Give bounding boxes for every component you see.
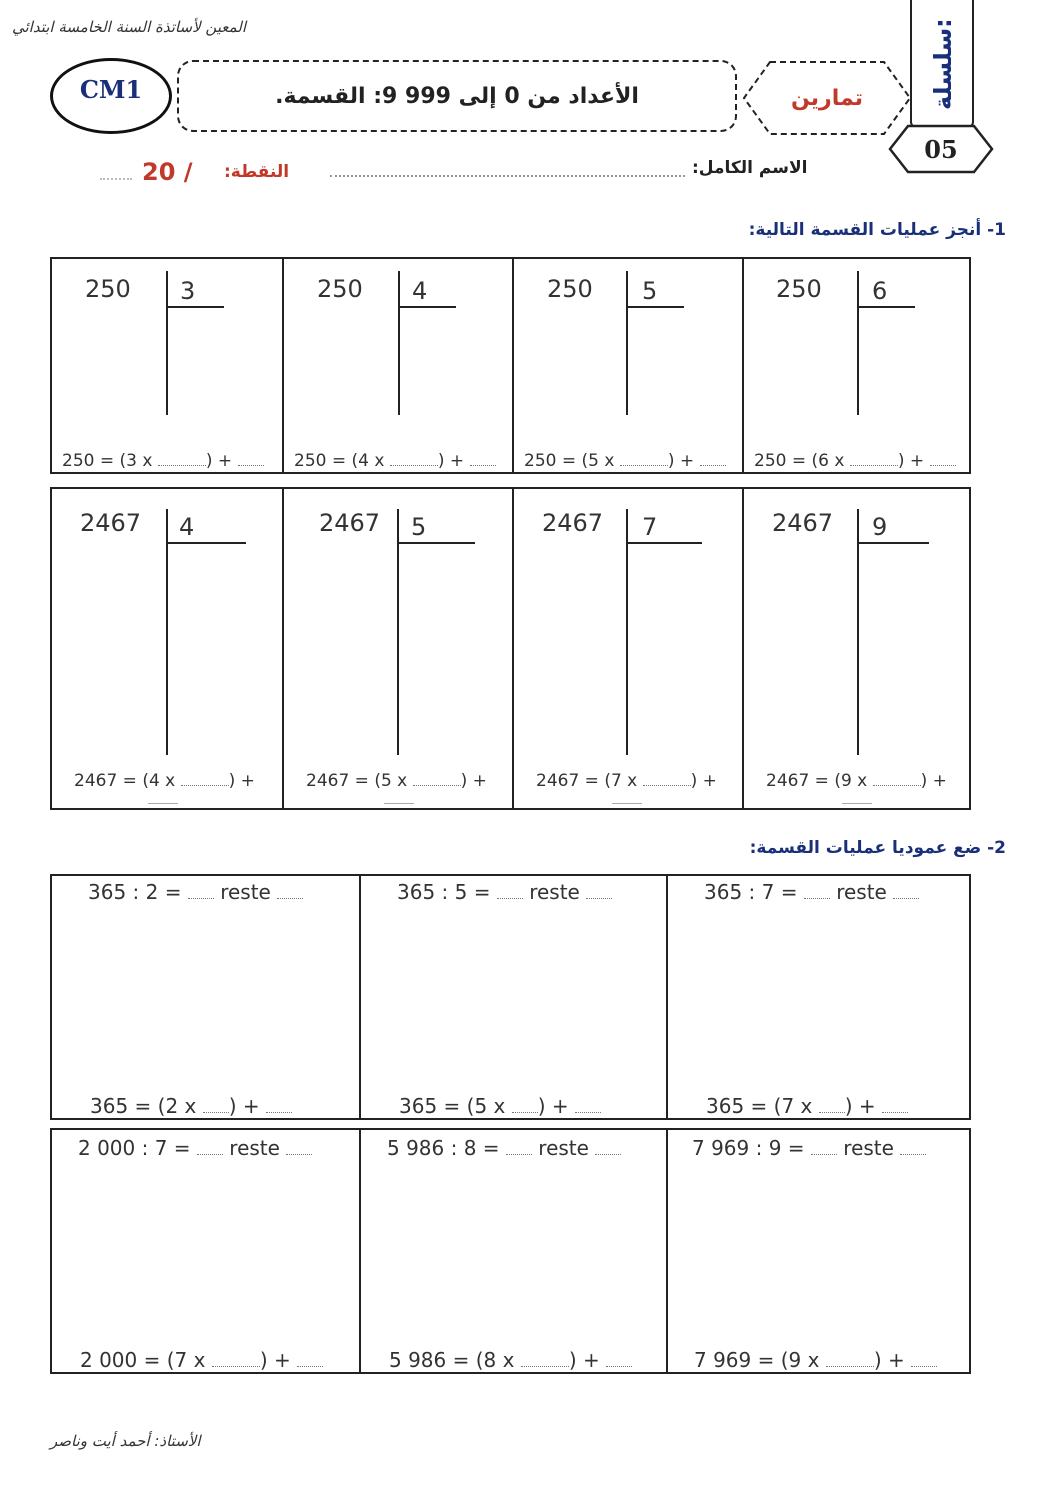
check-equation: 250 = (3 x ) + — [62, 451, 264, 471]
exercise1-title: 1- أنجز عمليات القسمة التالية: — [748, 220, 1006, 240]
division-vertical-line — [857, 271, 859, 415]
remainder-line — [148, 803, 178, 804]
remainder-line — [842, 803, 872, 804]
division-horizontal-line — [398, 306, 456, 308]
check-equation: 365 = (2 x ) + — [90, 1094, 292, 1118]
exercise2-title: 2- ضع عموديا عمليات القسمة: — [749, 838, 1006, 858]
exercises-tag — [742, 60, 912, 136]
division-horizontal-line — [166, 542, 246, 544]
division-vertical-line — [626, 509, 628, 755]
division-prompt: 5 986 : 8 = reste — [387, 1136, 621, 1160]
division-vertical-line — [166, 271, 168, 415]
divisor: 4 — [179, 513, 195, 541]
division-cell — [666, 876, 969, 1118]
check-equation: 2467 = (7 x ) + — [536, 771, 717, 791]
division-horizontal-line — [626, 542, 702, 544]
divisor: 5 — [642, 277, 658, 305]
division-prompt: 365 : 7 = reste — [704, 880, 919, 904]
division-cell — [359, 1130, 666, 1372]
level-label: CM1 — [79, 74, 143, 104]
divisor: 7 — [642, 513, 658, 541]
division-cell — [742, 489, 969, 808]
division-horizontal-line — [166, 306, 224, 308]
grade-value: 20 / — [142, 158, 193, 186]
division-cell — [52, 1130, 359, 1372]
division-prompt: 2 000 : 7 = reste — [78, 1136, 312, 1160]
series-label: سلسلة: — [929, 18, 957, 110]
division-cell — [52, 489, 282, 808]
division-cell — [512, 259, 742, 472]
division-prompt: 365 : 5 = reste — [397, 880, 612, 904]
exercise1-row1 — [50, 257, 971, 474]
division-horizontal-line — [397, 542, 475, 544]
worksheet-title: الأعداد من 0 إلى 999 9: القسمة. — [177, 60, 737, 132]
divisor: 6 — [872, 277, 888, 305]
check-equation: 2467 = (5 x ) + — [306, 771, 487, 791]
exercises-label: تمارين — [791, 85, 863, 111]
series-number-tag — [888, 124, 994, 174]
top-note: المعين لأساتذة السنة الخامسة ابتدائي — [12, 18, 246, 36]
division-cell — [666, 1130, 969, 1372]
dividend: 250 — [85, 275, 131, 303]
division-cell — [512, 489, 742, 808]
dividend: 250 — [317, 275, 363, 303]
check-equation: 7 969 = (9 x ) + — [694, 1348, 937, 1372]
full-name-label: الاسم الكامل: — [692, 158, 808, 178]
divisor: 9 — [872, 513, 888, 541]
division-prompt: 7 969 : 9 = reste — [692, 1136, 926, 1160]
division-cell — [742, 259, 969, 472]
division-horizontal-line — [626, 306, 684, 308]
dividend: 250 — [776, 275, 822, 303]
division-vertical-line — [398, 271, 400, 415]
division-cell — [359, 876, 666, 1118]
dividend: 2467 — [772, 509, 834, 537]
exercise1-row2 — [50, 487, 971, 810]
dividend: 2467 — [319, 509, 381, 537]
remainder-line — [384, 803, 414, 804]
series-number: 05 — [924, 134, 958, 164]
check-equation: 250 = (6 x ) + — [754, 451, 956, 471]
teacher-signature: الأستاذ: أحمد أيت وناصر — [50, 1432, 201, 1450]
division-vertical-line — [397, 509, 399, 755]
division-vertical-line — [857, 509, 859, 755]
division-cell — [282, 259, 512, 472]
check-equation: 365 = (5 x ) + — [399, 1094, 601, 1118]
series-box — [910, 0, 974, 128]
division-vertical-line — [626, 271, 628, 415]
divisor: 3 — [180, 277, 196, 305]
check-equation: 2 000 = (7 x ) + — [80, 1348, 323, 1372]
division-cell — [52, 259, 282, 472]
level-badge — [50, 58, 172, 134]
grade-field[interactable] — [100, 174, 132, 180]
remainder-line — [612, 803, 642, 804]
grade-label: النقطة: — [224, 162, 290, 182]
division-cell — [282, 489, 512, 808]
full-name-field[interactable] — [330, 163, 685, 177]
division-vertical-line — [166, 509, 168, 755]
division-horizontal-line — [857, 306, 915, 308]
division-horizontal-line — [857, 542, 929, 544]
dividend: 2467 — [80, 509, 142, 537]
check-equation: 2467 = (9 x ) + — [766, 771, 947, 791]
exercise2-row1 — [50, 874, 971, 1120]
exercise2-row2 — [50, 1128, 971, 1374]
division-prompt: 365 : 2 = reste — [88, 880, 303, 904]
dividend: 2467 — [542, 509, 604, 537]
divisor: 5 — [411, 513, 427, 541]
division-cell — [52, 876, 359, 1118]
divisor: 4 — [412, 277, 428, 305]
check-equation: 250 = (5 x ) + — [524, 451, 726, 471]
check-equation: 365 = (7 x ) + — [706, 1094, 908, 1118]
check-equation: 5 986 = (8 x ) + — [389, 1348, 632, 1372]
check-equation: 2467 = (4 x ) + — [74, 771, 255, 791]
check-equation: 250 = (4 x ) + — [294, 451, 496, 471]
dividend: 250 — [547, 275, 593, 303]
